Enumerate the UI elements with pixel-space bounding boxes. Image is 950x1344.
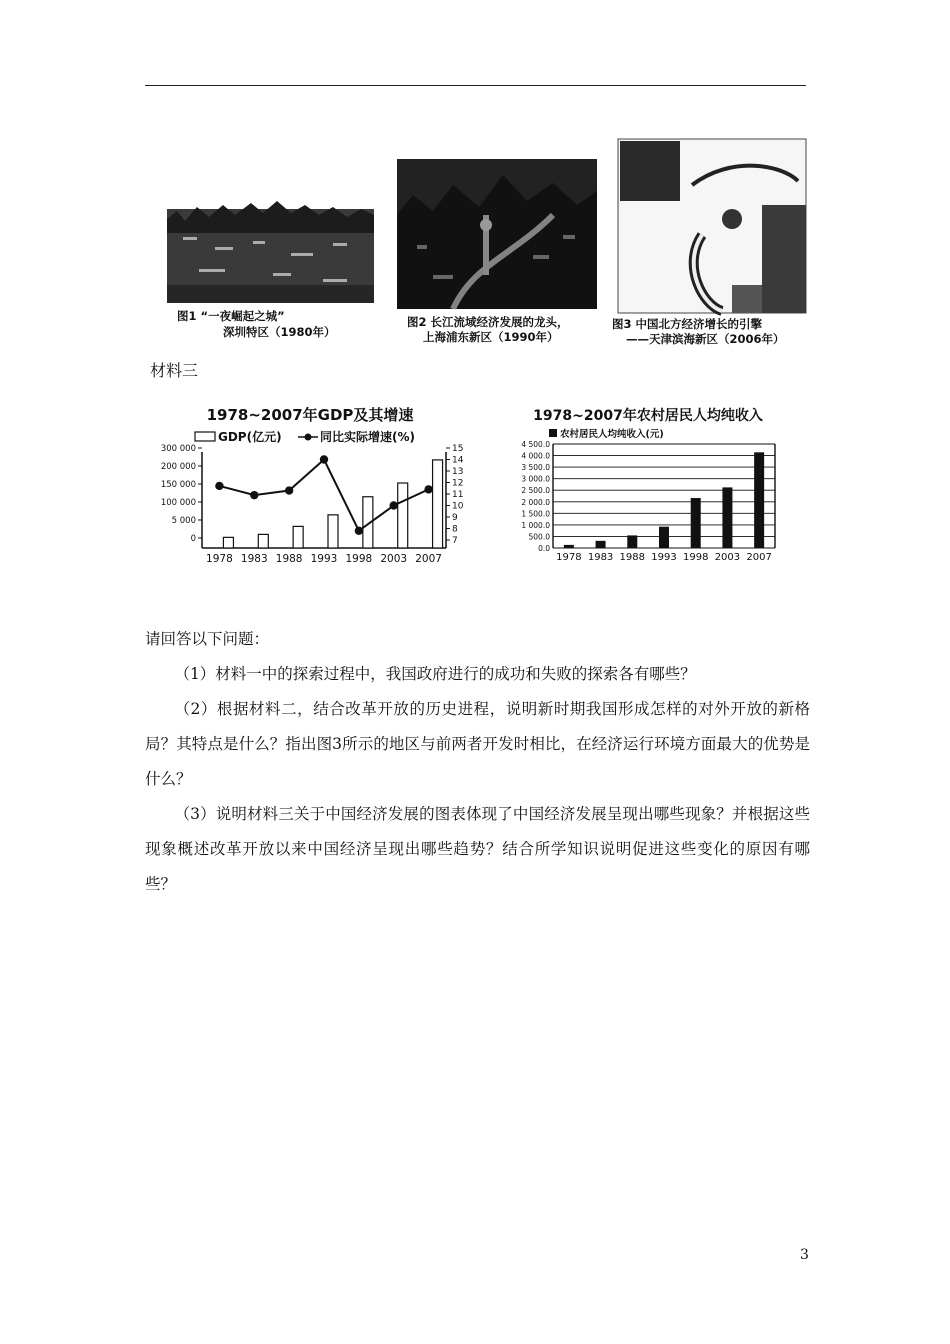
gdp-x-tick-label: 1993 — [310, 553, 338, 565]
gdp-left-tick-label: 0 — [190, 534, 196, 544]
question-intro: 请回答以下问题： — [145, 630, 270, 648]
material-three-label: 材料三 — [150, 361, 199, 380]
gdp-legend-line-label: 同比实际增速(%) — [320, 430, 415, 444]
gdp-left-tick-label: 5 000 — [171, 516, 196, 526]
income-x-tick-label: 1988 — [619, 552, 646, 563]
figure-1-caption-line2: 深圳特区（1980年） — [223, 325, 336, 339]
gdp-left-tick-label: 100 000 — [160, 498, 196, 508]
gdp-right-tick-label: 12 — [452, 478, 464, 489]
binhai-map-image — [612, 135, 810, 347]
income-y-tick-label: 500.0 — [528, 532, 550, 542]
figure-3-caption-line2: ——天津滨海新区（2006年） — [626, 332, 785, 346]
rural-income-chart-svg — [503, 400, 793, 570]
gdp-x-tick-label: 1983 — [240, 553, 268, 565]
question-block — [145, 622, 810, 902]
figure-2-caption-line1: 图2 长江流域经济发展的龙头， — [407, 315, 569, 329]
gdp-right-tick-label: 15 — [452, 444, 464, 454]
income-bar — [596, 541, 606, 548]
gdp-growth-point — [285, 486, 293, 494]
income-y-tick-label: 4 000.0 — [521, 451, 550, 461]
figure-2-photo — [393, 155, 603, 347]
gdp-bar — [258, 534, 268, 548]
income-bar — [722, 487, 732, 548]
header-rule — [145, 85, 806, 86]
question-3: （3）说明材料三关于中国经济发展的图表体现了中国经济发展呈现出哪些现象？并根据这些现象概述改革开放以来中国经济呈现出哪些趋势？结合所学知识说明促进这些变化的原因有哪些？ — [145, 805, 810, 893]
gdp-left-tick-label: 150 000 — [160, 480, 196, 490]
gdp-right-tick-label: 7 — [452, 536, 458, 546]
income-y-tick-label: 0.0 — [538, 544, 550, 553]
gdp-growth-point — [215, 482, 223, 490]
gdp-chart-title: 1978~2007年GDP及其增速 — [206, 406, 414, 424]
income-x-tick-label: 1983 — [587, 552, 614, 563]
gdp-bar — [433, 460, 443, 548]
rural-income-legend-label: 农村居民人均纯收入(元) — [560, 429, 664, 440]
income-bar — [754, 452, 764, 548]
gdp-right-tick-label: 13 — [452, 467, 464, 477]
income-x-tick-label: 1978 — [556, 552, 582, 563]
rural-income-legend-swatch — [549, 429, 557, 437]
income-y-tick-label: 1 500.0 — [521, 509, 550, 519]
gdp-x-tick-label: 2003 — [380, 553, 408, 565]
gdp-legend-bar-label: GDP(亿元) — [218, 430, 282, 444]
income-bar — [691, 498, 701, 548]
gdp-right-tick-label: 14 — [452, 455, 464, 466]
income-y-tick-label: 1 000.0 — [521, 520, 550, 530]
gdp-growth-point — [250, 491, 258, 499]
figure-1-caption-line1: 图1 “一夜崛起之城” — [177, 309, 285, 323]
income-y-tick-label: 2 000.0 — [521, 497, 550, 507]
gdp-growth-point — [424, 485, 432, 493]
figure-3-caption-line1: 图3 中国北方经济增长的引擎 — [612, 317, 763, 331]
income-bar — [627, 535, 637, 548]
gdp-growth-point — [320, 455, 328, 463]
income-bar — [659, 527, 669, 548]
gdp-chart — [150, 400, 470, 570]
income-x-tick-label: 1998 — [682, 552, 709, 563]
income-y-tick-label: 2 500.0 — [521, 486, 550, 496]
gdp-right-tick-label: 9 — [452, 513, 458, 523]
page-number: 3 — [800, 1247, 809, 1263]
gdp-chart-legend — [195, 429, 415, 444]
rural-income-chart-title: 1978~2007年农村居民人均纯收入 — [533, 408, 763, 424]
gdp-growth-point — [355, 527, 363, 535]
gdp-bar — [223, 537, 233, 548]
income-x-tick-label: 2003 — [714, 552, 741, 563]
gdp-x-tick-label: 2007 — [415, 553, 442, 565]
rural-income-chart — [503, 400, 793, 570]
gdp-legend-line-marker — [305, 434, 312, 441]
income-y-tick-label: 3 500.0 — [521, 463, 550, 473]
gdp-left-tick-label: 200 000 — [160, 462, 196, 472]
question-1: （1）材料一中的探索过程中，我国政府进行的成功和失败的探索各有哪些？ — [174, 665, 696, 683]
gdp-bar — [328, 515, 338, 548]
gdp-legend-bar-swatch — [195, 432, 215, 441]
gdp-x-tick-label: 1978 — [206, 553, 233, 565]
gdp-left-tick-label: 300 000 — [160, 444, 196, 454]
gdp-x-tick-label: 1998 — [345, 553, 373, 565]
figure-2-caption-line2: 上海浦东新区（1990年） — [423, 330, 559, 344]
income-x-tick-label: 1993 — [651, 552, 677, 563]
gdp-right-tick-label: 8 — [452, 524, 458, 535]
gdp-chart-svg — [150, 400, 470, 570]
gdp-growth-point — [390, 501, 398, 509]
gdp-right-tick-label: 10 — [452, 501, 464, 512]
income-y-tick-label: 4 500.0 — [521, 440, 550, 449]
income-y-tick-label: 3 000.0 — [521, 474, 550, 484]
gdp-bar — [398, 483, 408, 548]
income-bar — [564, 545, 574, 548]
figure-1-photo — [163, 133, 378, 343]
question-2: （2）根据材料二，结合改革开放的历史进程，说明新时期我国形成怎样的对外开放的新格局？其特点是什么？指出图3所示的地区与前两者开发时相比，在经济运行环境方面最大的优势是什么？ — [145, 700, 810, 788]
figure-3-photo — [612, 135, 810, 347]
gdp-x-tick-label: 1988 — [275, 553, 303, 565]
gdp-bar — [293, 526, 303, 548]
gdp-right-tick-label: 11 — [452, 490, 464, 500]
income-x-tick-label: 2007 — [746, 552, 772, 563]
